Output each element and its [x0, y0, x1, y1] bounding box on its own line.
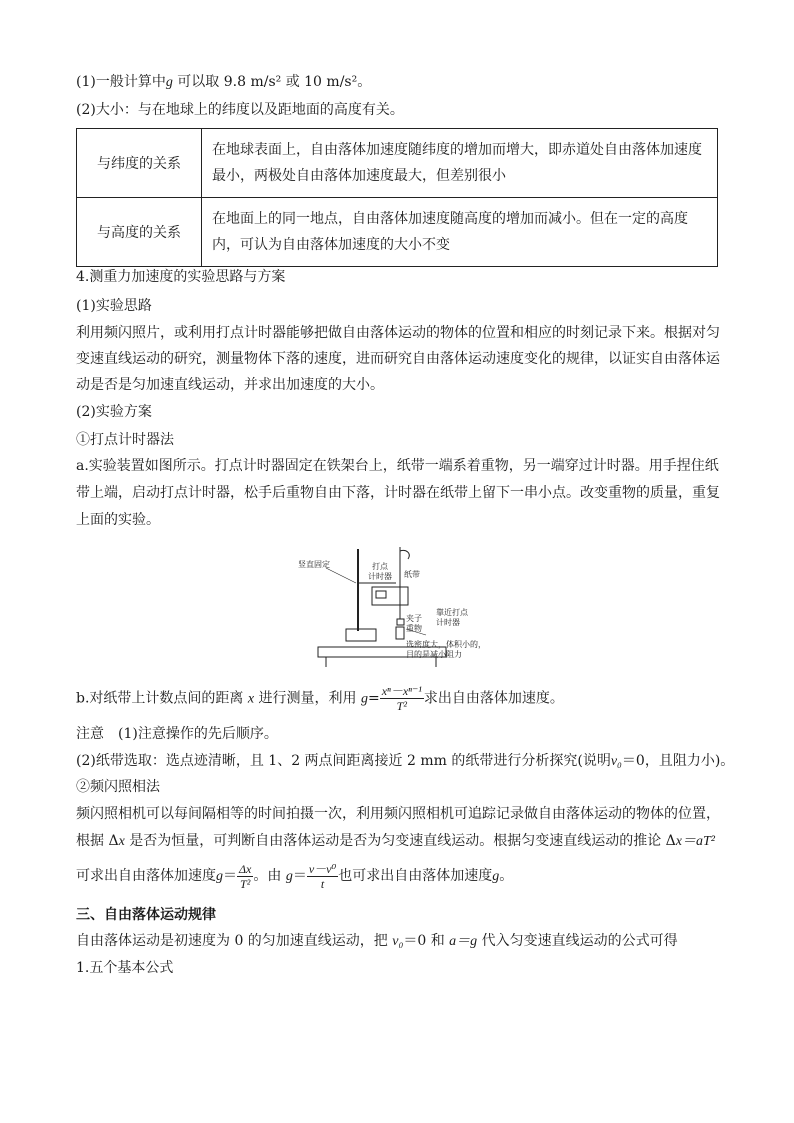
- label-weight-note: 选密度大，体积小的，: [406, 640, 486, 649]
- label-timer: 计时器: [368, 572, 392, 581]
- hand-icon: [400, 550, 409, 559]
- timer-detail: [376, 591, 386, 598]
- label-weight: 重物: [406, 624, 422, 633]
- method-b-line: b.对纸带上计数点间的距离 x 进行测量，利用 g= $\frac{\text{xⁿ－xⁿ⁻¹}}{\text{T²}}$ 求出自由落体加速度。: [76, 684, 564, 713]
- method-flash-heading: ②频闪照相法: [76, 779, 160, 795]
- table-cell-key: 与纬度的关系: [77, 129, 202, 198]
- apparatus-figure: [296, 543, 506, 670]
- subheading-scheme: (2)实验方案: [76, 404, 152, 420]
- table-cell-key: 与高度的关系: [77, 198, 202, 267]
- clip-icon: [397, 619, 404, 625]
- fraction: $\frac{\text{xⁿ－xⁿ⁻¹}}{\text{T²}}$: [381, 684, 422, 713]
- method-timer-heading: ①打点计时器法: [76, 432, 174, 448]
- idea-line: 利用频闪照片，或利用打点计时器能够把做自由落体运动的物体的位置和相应的时刻记录下来。根据对匀: [76, 325, 720, 341]
- method-a-line: a.实验装置如图所示。打点计时器固定在铁架台上，纸带一端系着重物，另一端穿过计时器。用手捏住纸: [76, 458, 719, 474]
- label-near-timer: 计时器: [436, 618, 460, 627]
- note-line: (2)纸带选取：选点迹清晰，且 1、2 两点间距离接近 2 mm 的纸带进行分析探究(说明v₀＝0，且阻力小)。: [76, 753, 735, 769]
- section-heading-3: 三、自由落体运动规律: [76, 907, 216, 923]
- subheading-idea: (1)实验思路: [76, 298, 152, 314]
- label-tape: 纸带: [404, 570, 420, 579]
- method-a-line: 上面的实验。: [76, 512, 160, 528]
- table-row: [77, 198, 718, 267]
- weight-icon: [396, 627, 404, 639]
- label-fixed: 竖直固定: [298, 560, 330, 569]
- note-line: 注意 (1)注意操作的先后顺序。: [76, 726, 278, 742]
- table-cell-value: 在地球表面上，自由落体加速度随纬度的增加而增大，即赤道处自由落体加速度 最小，两极处自由落体加速度最大，但差别很小: [202, 129, 718, 198]
- fraction: $\frac{\text{v－v⁰}}{t}$: [308, 861, 337, 891]
- idea-line: 变速直线运动的研究，测量物体下落的速度，进而研究自由落体运动速度变化的规律，以证实自由落体运: [76, 351, 720, 367]
- stand-base: [346, 629, 376, 641]
- timer-body: [372, 587, 408, 605]
- flash-formula-line: 可求出自由落体加速度g＝ $\frac{\Delta x}{\text{T²}}$ 。由 g＝ $\frac{\text{v－v⁰}}{t}$ 也可求出自由落体加速度g。: [76, 861, 514, 891]
- law-line: 自由落体运动是初速度为 0 的匀加速直线运动，把 v₀＝0 和 a＝g 代入匀变速直线运动的公式可得: [76, 933, 678, 949]
- label-timer: 打点: [372, 562, 388, 571]
- label-near-timer: 靠近打点: [436, 608, 468, 617]
- method-a-line: 带上端，启动打点计时器，松手后重物自由下落，计时器在纸带上留下一串小点。改变重物的质量，重复: [76, 485, 720, 501]
- table-row: [77, 129, 718, 198]
- label-weight-note: 目的是减小阻力: [406, 650, 462, 659]
- flash-line: 根据 Δx 是否为恒量，可判断自由落体运动是否为匀变速直线运动。根据匀变速直线运动的推论 Δx＝aT²: [76, 833, 715, 849]
- section-heading-4: 4.测重力加速度的实验思路与方案: [76, 269, 286, 285]
- label-clip: 夹子: [406, 614, 422, 623]
- table-cell-value: 在地面上的同一地点，自由落体加速度随高度的增加而减小。但在一定的高度 内，可认为自由落体加速度的大小不变: [202, 198, 718, 267]
- g-variation-table: [76, 128, 718, 267]
- idea-line: 动是否是匀加速直线运动，并求出加速度的大小。: [76, 377, 384, 393]
- paragraph-g-magnitude: (2)大小：与在地球上的纬度以及距地面的高度有关。: [76, 102, 404, 118]
- flash-line: 频闪照相机可以每间隔相等的时间拍摄一次，利用频闪照相机可追踪记录做自由落体运动的物体的位置，: [76, 806, 720, 822]
- paragraph-g-value: (1)一般计算中g 可以取 9.8 m/s² 或 10 m/s²。: [76, 74, 372, 90]
- fraction: $\frac{\Delta x}{\text{T²}}$: [239, 861, 252, 891]
- leader-line: [326, 568, 356, 583]
- subheading-formulas: 1.五个基本公式: [76, 960, 174, 976]
